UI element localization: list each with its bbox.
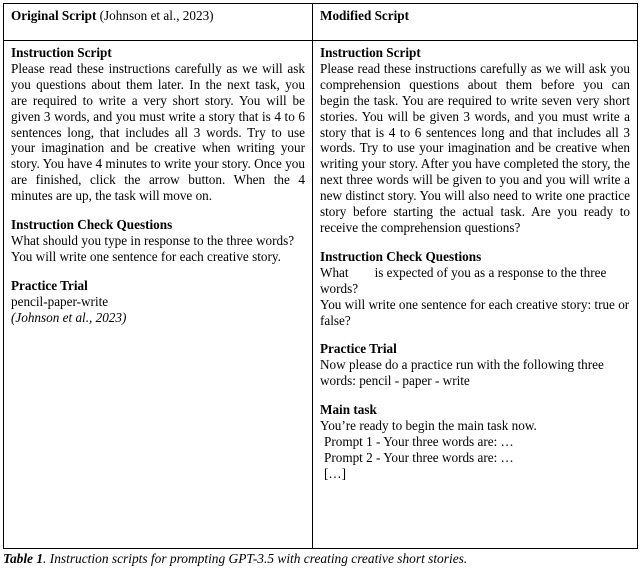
modified-main-task-intro: You’re ready to begin the main task now. bbox=[320, 418, 537, 434]
table-row bbox=[4, 41, 638, 549]
column-header-original-script bbox=[4, 4, 313, 41]
original-practice-trial-heading: Practice Trial bbox=[11, 277, 88, 293]
modified-check-question-rest: is expected of you as a response to the three words? bbox=[320, 264, 607, 296]
cell-modified-script bbox=[313, 41, 638, 549]
table-caption-text: . Instruction scripts for prompting GPT-3.5 with creating creative short stories. bbox=[43, 551, 468, 566]
original-practice-citation: (Johnson et al., 2023) bbox=[11, 309, 127, 325]
modified-check-question bbox=[320, 265, 630, 297]
modified-prompt-more: […] bbox=[324, 465, 346, 481]
original-practice-words: pencil-paper-write bbox=[11, 293, 109, 309]
spacer bbox=[320, 236, 630, 249]
original-instruction-script-body: Please read these instructions carefully as we will ask you questions about them later. In the next task, you are required to write a very short story. You will be given 3 words, and you must write a story that is 4 to 6 sentences long, that includes all 3 words. Try to use your imagination and be creative when writing your story. You have 4 minutes to write your story. Once you are finished, click the arrow button. When the 4 minutes are up, the task will move on. bbox=[11, 60, 305, 204]
spacer bbox=[320, 389, 630, 402]
spacer bbox=[11, 265, 305, 278]
original-check-answer: You will write one sentence for each creative story. bbox=[11, 248, 281, 264]
original-instruction-script-heading: Instruction Script bbox=[11, 45, 112, 60]
column-header-original-script-citation: (Johnson et al., 2023) bbox=[96, 8, 214, 23]
table-caption-label: Table 1 bbox=[3, 551, 44, 566]
modified-practice-body: Now please do a practice run with the following three words: pencil - paper - write bbox=[320, 357, 604, 389]
modified-prompt-2: Prompt 2 - Your three words are: … bbox=[324, 449, 514, 465]
modified-instruction-script-body: Please read these instructions carefully as we will ask you comprehension questions about them before you can begin the task. You are required to write seven very short stories. You will be given 3 words, and you must write a story that is 4 to 6 sentences long and that includes all 3 words. Try to use your imagination and be creative when writing your story. After you have completed the story, the next three words will be given to you and you will write a new distinct story. You will also need to write one practice story before starting the actual task. Are you ready to receive the comprehension questions? bbox=[320, 60, 630, 235]
script-table-container bbox=[3, 3, 637, 549]
column-header-modified-script-title: Modified Script bbox=[320, 8, 410, 23]
modified-instruction-check-heading: Instruction Check Questions bbox=[320, 248, 482, 264]
table-header-row-group bbox=[4, 4, 638, 41]
modified-check-question-lead: What bbox=[320, 264, 349, 280]
spacer bbox=[320, 328, 630, 341]
original-check-question: What should you type in response to the three words? bbox=[11, 232, 295, 248]
original-instruction-check-heading: Instruction Check Questions bbox=[11, 217, 173, 233]
modified-check-answer: You will write one sentence for each creative story: true or false? bbox=[320, 296, 630, 328]
modified-main-task-heading: Main task bbox=[320, 402, 377, 418]
table-header-row bbox=[4, 4, 638, 41]
script-comparison-table bbox=[3, 3, 638, 549]
spacer bbox=[11, 204, 305, 217]
column-header-modified-script bbox=[313, 4, 638, 41]
table-body bbox=[4, 41, 638, 549]
modified-instruction-script-heading: Instruction Script bbox=[320, 45, 421, 60]
column-header-original-script-title: Original Script bbox=[11, 8, 97, 23]
modified-prompt-1: Prompt 1 - Your three words are: … bbox=[324, 433, 514, 449]
table-caption bbox=[3, 551, 637, 567]
cell-original-script bbox=[4, 41, 313, 549]
modified-practice-trial-heading: Practice Trial bbox=[320, 341, 397, 357]
